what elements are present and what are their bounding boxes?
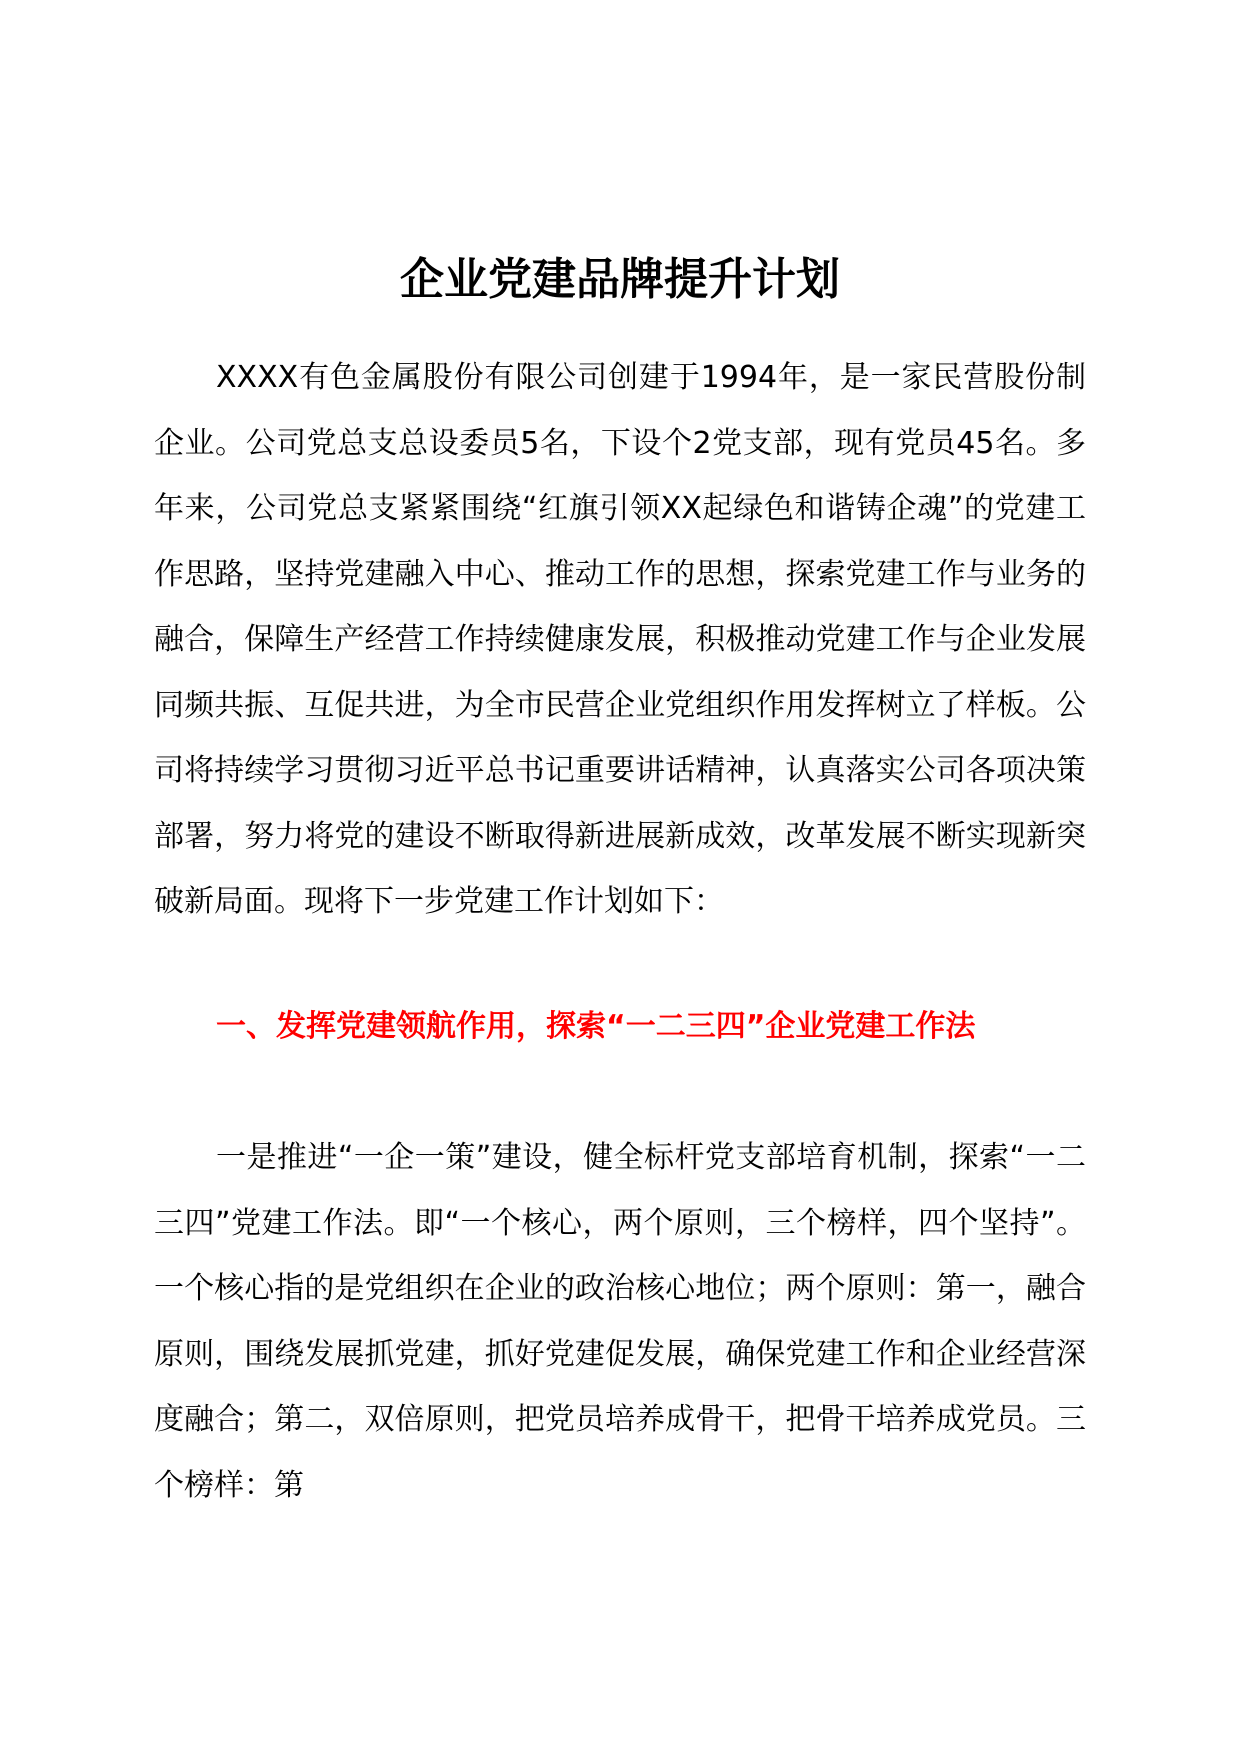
section-1-paragraph: 一是推进“一企一策”建设，健全标杆党支部培育机制，探索“一二三四”党建工作法。即“一个核心，两个原则，三个榜样，四个坚持”。一个核心指的是党组织在企业的政治核心地位；两个原则：第一，融合原则，围绕发展抓党建，抓好党建促发展，确保党建工作和企业经营深度融合；第二，双倍原则，把党员培养成骨干，把骨干培养成党员。三个榜样：第 <box>154 1140 1086 1503</box>
section-heading-1: 一、发挥党建领航作用，探索“一二三四”企业党建工作法 <box>216 1009 976 1044</box>
intro-paragraph: XXXX有色金属股份有限公司创建于1994年，是一家民营股份制企业。公司党总支总设委员5名，下设个2党支部，现有党员45名。多年来，公司党总支紧紧围绕“红旗引领XX起绿色和谐铸企魂”的党建工作思路，坚持党建融入中心、推动工作的思想，探索党建工作与业务的融合，保障生产经营工作持续健康发展，积极推动党建工作与企业发展同频共振、互促共进，为全市民营企业党组织作用发挥树立了样板。公司将持续学习贯彻习近平总书记重要讲话精神，认真落实公司各项决策部署，努力将党的建设不断取得新进展新成效，改革发展不断实现新突破新局面。现将下一步党建工作计划如下： <box>154 360 1086 919</box>
document-title: 企业党建品牌提升计划 <box>400 254 840 305</box>
